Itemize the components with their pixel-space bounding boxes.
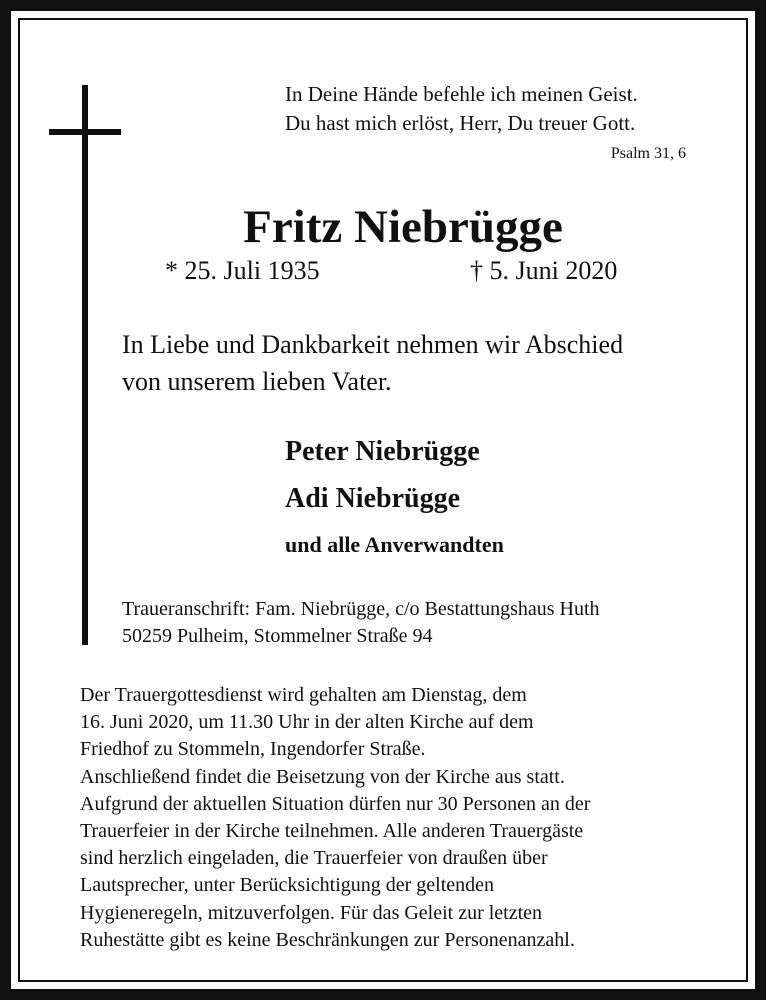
verse-source: Psalm 31, 6	[610, 145, 686, 162]
mourner-name-1: Peter Niebrügge	[285, 436, 480, 467]
cross-icon	[82, 85, 88, 645]
service-line: Der Trauergottesdienst wird gehalten am Dienstag, dem	[80, 684, 527, 706]
birth-date: * 25. Juli 1935	[165, 256, 320, 285]
service-line: Anschließend findet die Beisetzung von der Kirche aus statt.	[80, 765, 565, 788]
service-line: Aufgrund der aktuellen Situation dürfen nur 30 Personen an der	[80, 792, 591, 815]
service-line: 16. Juni 2020, um 11.30 Uhr in der alten Kirche auf dem	[80, 711, 534, 734]
address-line-1: Traueranschrift: Fam. Niebrügge, c/o Bestattungshaus Huth	[122, 598, 600, 620]
verse-line-2: Du hast mich erlöst, Herr, Du treuer Gott.	[285, 111, 636, 135]
farewell-text	[122, 326, 623, 400]
verse-line-1: In Deine Hände befehle ich meinen Geist.	[285, 82, 638, 106]
deceased-name: Fritz Niebrügge	[243, 201, 563, 253]
service-notice	[80, 682, 590, 954]
service-line: Lautsprecher, unter Berücksichtigung der geltenden	[80, 874, 495, 897]
relatives-line: und alle Anverwandten	[285, 532, 504, 557]
farewell-line-1: In Liebe und Dankbarkeit nehmen wir Abschied	[122, 330, 624, 359]
service-line: Friedhof zu Stommeln, Ingendorfer Straße.	[80, 738, 426, 761]
bible-verse	[285, 80, 638, 138]
cross-icon-crossbar	[49, 129, 121, 135]
service-line: Trauerfeier in der Kirche teilnehmen. Alle anderen Trauergäste	[80, 820, 584, 843]
farewell-line-2: von unserem lieben Vater.	[122, 367, 392, 396]
service-line: Hygieneregeln, mitzuverfolgen. Für das Geleit zur letzten	[80, 901, 543, 924]
service-line: Ruhestätte gibt es keine Beschränkungen zur Personenanzahl.	[80, 928, 575, 951]
mourning-address	[122, 596, 600, 650]
death-date: † 5. Juni 2020	[470, 256, 618, 285]
address-line-2: 50259 Pulheim, Stommelner Straße 94	[122, 625, 433, 647]
mourner-name-2: Adi Niebrügge	[285, 483, 460, 514]
service-line: sind herzlich eingeladen, die Trauerfeier von draußen über	[80, 847, 548, 870]
